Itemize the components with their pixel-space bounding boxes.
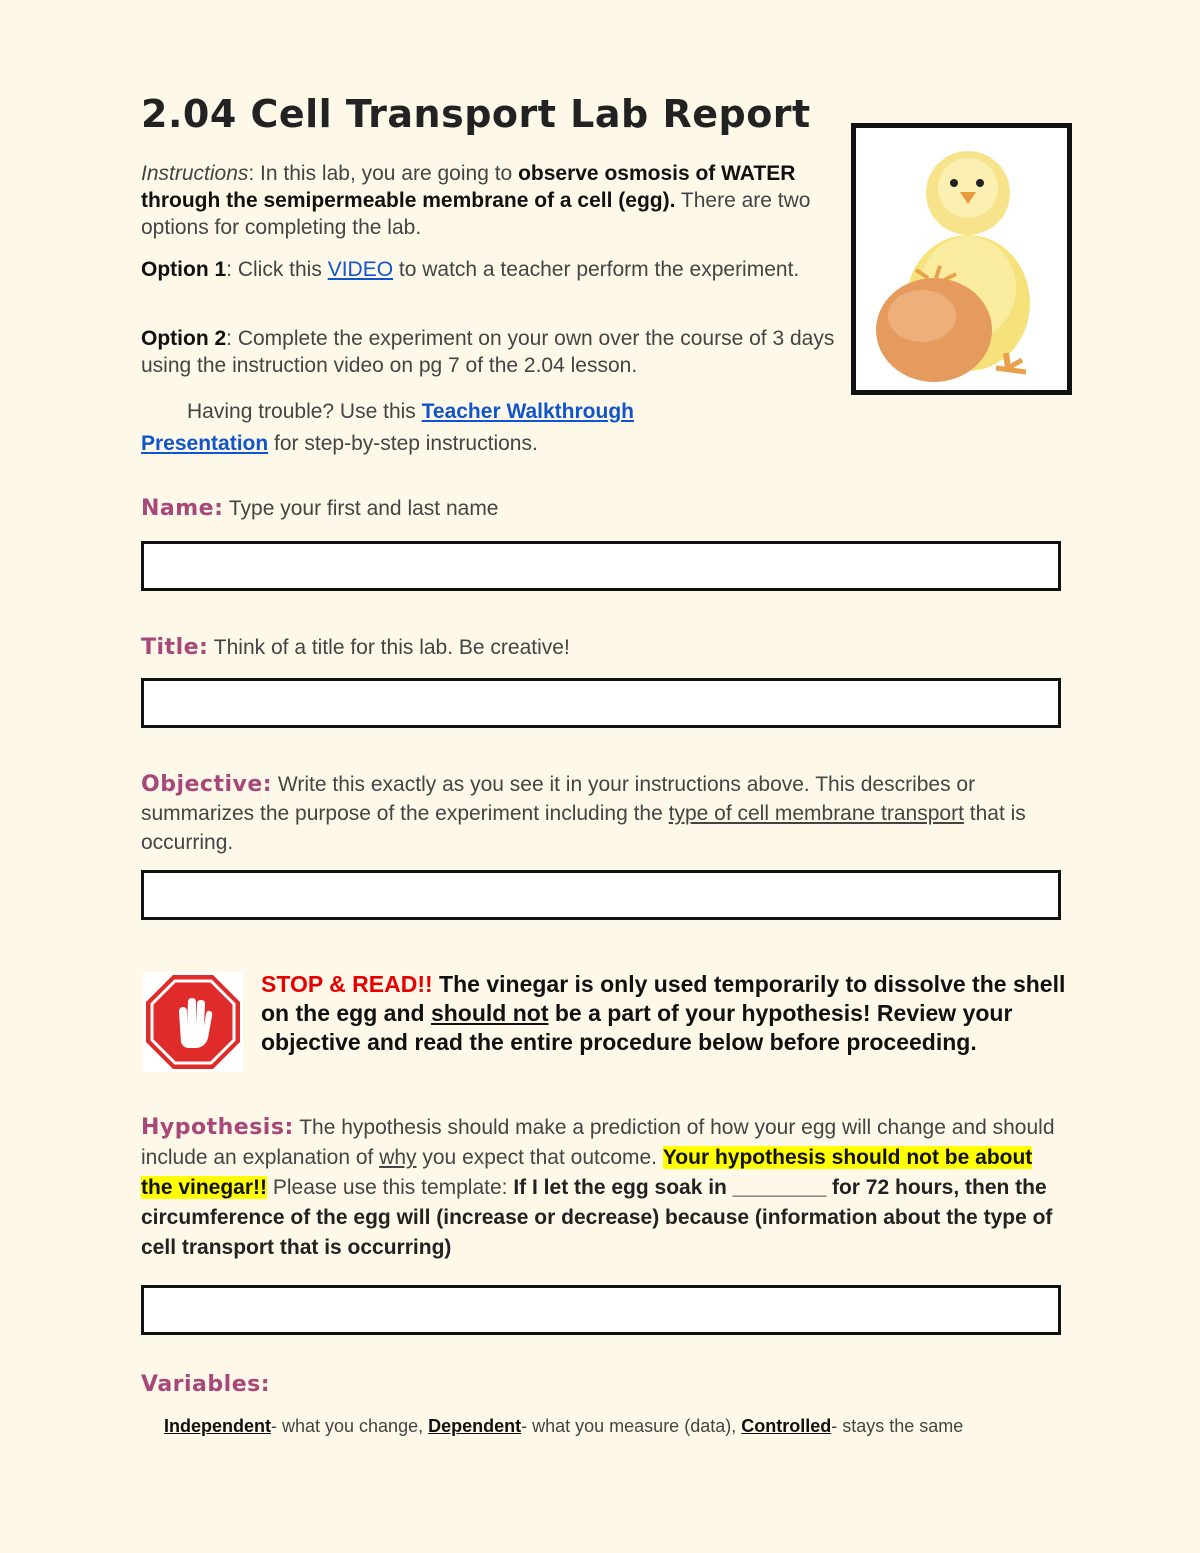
variables-definitions (164, 1416, 963, 1437)
stop-text-1: The vinegar is only used temporarily to dissolve the shell on the egg and (261, 971, 1066, 1026)
instructions-text-1: : In this lab, you are going to (248, 162, 519, 185)
stop-read-notice (261, 970, 1071, 1057)
objective-prompt (141, 770, 1061, 857)
option-1-label: Option 1 (141, 258, 227, 281)
objective-underlined: type of cell membrane transport (668, 802, 964, 825)
name-prompt (141, 494, 499, 523)
dependent-term: Dependent (428, 1416, 522, 1436)
name-input[interactable] (141, 541, 1061, 591)
hypothesis-prompt (141, 1113, 1061, 1263)
hypothesis-highlight: Your hypothesis should not be about the vinegar!! (141, 1146, 1033, 1199)
option-2-paragraph (141, 325, 841, 379)
hypothesis-text-1: The hypothesis should make a prediction of how your egg will change and should include an explanation of (141, 1116, 1055, 1169)
objective-instructions-1: Write this exactly as you see it in your instructions above. This describes or summarizes the purpose of the experiment including the (141, 773, 976, 825)
title-instructions: Think of a title for this lab. Be creative! (208, 636, 570, 659)
stop-alert: STOP & READ!! (261, 971, 433, 997)
option-1-paragraph (141, 256, 841, 283)
hypothesis-input[interactable] (141, 1285, 1061, 1335)
stop-hand-icon (143, 972, 243, 1072)
hypothesis-label: Hypothesis: (141, 1115, 294, 1140)
trouble-text-1: Having trouble? Use this (187, 400, 422, 423)
option-2-label: Option 2 (141, 327, 227, 350)
name-instructions: Type your first and last name (223, 497, 499, 520)
chick-illustration (856, 128, 1067, 390)
chick-on-egg-image (851, 123, 1072, 395)
hypothesis-text-3: Please use this template: (267, 1176, 514, 1199)
title-prompt (141, 633, 570, 662)
variables-label: Variables: (141, 1372, 271, 1397)
option-2-text: : Complete the experiment on your own over the course of 3 days using the instruction video on pg 7 of the 2.04 lesson. (141, 327, 835, 377)
instructions-lead: Instructions (141, 162, 249, 185)
independent-term: Independent (164, 1416, 271, 1436)
title-input[interactable] (141, 678, 1061, 728)
trouble-text-2: for step-by-step instructions. (268, 432, 538, 455)
hypothesis-underlined: why (379, 1146, 417, 1169)
instructions-bold: observe osmosis of WATER through the semipermeable membrane of a cell (egg). (141, 162, 796, 212)
controlled-desc: - stays the same (831, 1416, 964, 1436)
instructions-paragraph (141, 160, 841, 241)
objective-instructions-2: that is occurring. (141, 802, 1026, 854)
trouble-paragraph (141, 396, 741, 460)
name-label: Name: (141, 496, 224, 521)
video-link[interactable]: VIDEO (327, 258, 394, 281)
stop-underlined: should not (430, 1000, 549, 1026)
title-label: Title: (141, 635, 209, 660)
option-1-text-1: : Click this (226, 258, 328, 281)
objective-input[interactable] (141, 870, 1061, 920)
option-1-text-2: to watch a teacher perform the experiment. (393, 258, 800, 281)
dependent-desc: - what you measure (data), (521, 1416, 742, 1436)
objective-label: Objective: (141, 772, 273, 797)
hypothesis-text-2: you expect that outcome. (416, 1146, 663, 1169)
independent-desc: - what you change, (271, 1416, 429, 1436)
stop-text-2: be a part of your hypothesis! Review your objective and read the entire procedure below before proceeding. (261, 1000, 1013, 1055)
page-title: 2.04 Cell Transport Lab Report (141, 92, 811, 136)
controlled-term: Controlled (741, 1416, 832, 1436)
instructions-text-2: There are two options for completing the lab. (141, 189, 811, 239)
hypothesis-template: If I let the egg soak in ________ for 72 hours, then the circumference of the egg will (increase or decrease) because (information about the type of cell transport that is occurring) (141, 1176, 1053, 1259)
teacher-walkthrough-link[interactable]: Teacher Walkthrough Presentation (141, 400, 634, 455)
